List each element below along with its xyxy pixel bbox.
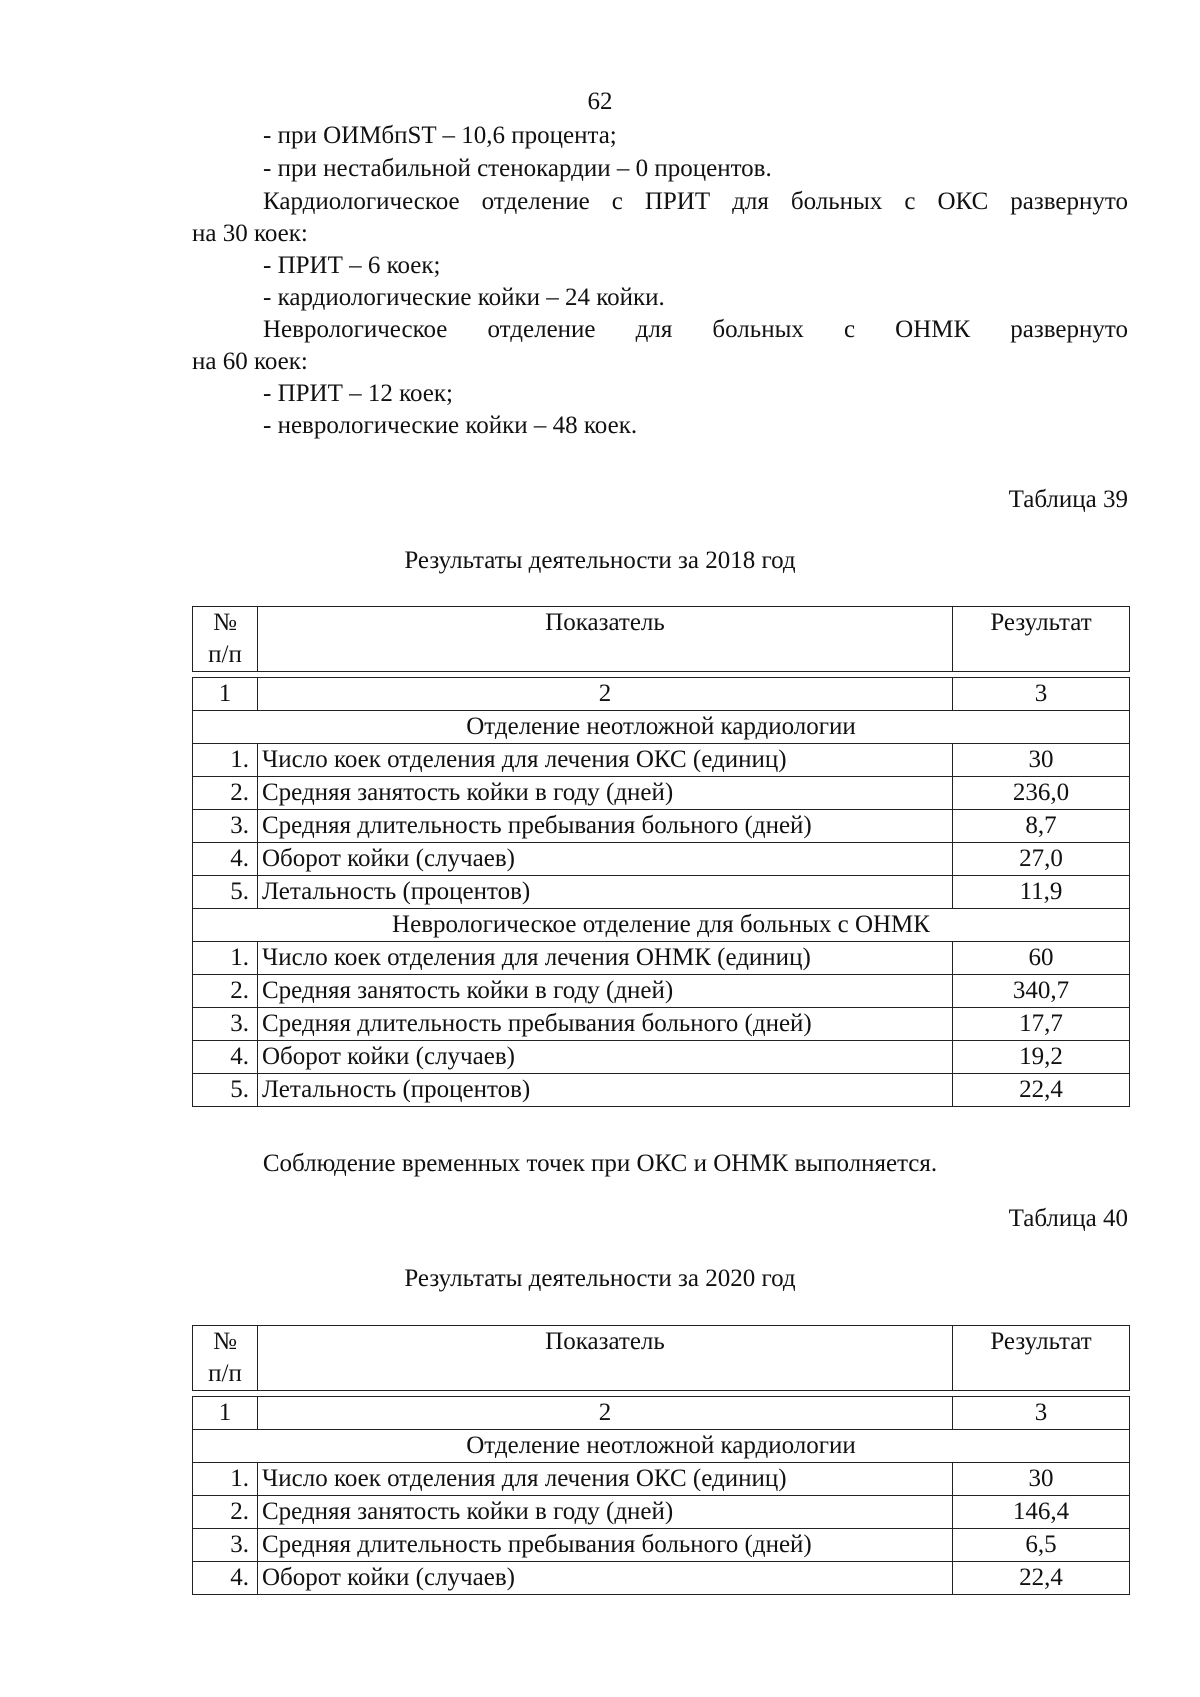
- col-number-1: 1: [193, 1397, 258, 1430]
- table-row: [193, 744, 1130, 777]
- row-number: 1.: [193, 744, 258, 777]
- page-number: 62: [587, 88, 613, 115]
- row-indicator: Оборот койки (случаев): [258, 1041, 953, 1074]
- table40: [192, 1325, 1130, 1595]
- bullet-cardio-prit: - ПРИТ – 6 коек;: [263, 252, 441, 279]
- row-indicator: Оборот койки (случаев): [258, 843, 953, 876]
- table-row: [193, 810, 1130, 843]
- row-indicator: Средняя длительность пребывания больного (дней): [258, 810, 953, 843]
- table-row: [193, 843, 1130, 876]
- row-indicator: Летальность (процентов): [258, 1074, 953, 1107]
- row-value: 340,7: [953, 975, 1130, 1008]
- section-row: [193, 1430, 1130, 1463]
- para-neuro-cont: на 60 коек:: [192, 348, 308, 375]
- table39-label: Таблица 39: [1008, 486, 1128, 513]
- section-title: Неврологическое отделение для больных с ОНМК: [193, 909, 1130, 942]
- row-indicator: Средняя занятость койки в году (дней): [258, 777, 953, 810]
- header-col-no: № п/п: [193, 607, 258, 672]
- row-number: 3.: [193, 1008, 258, 1041]
- row-number: 4.: [193, 843, 258, 876]
- row-value: 30: [953, 744, 1130, 777]
- para-cardio-cont: на 30 коек:: [192, 220, 308, 247]
- row-number: 2.: [193, 975, 258, 1008]
- header-col-result: Результат: [953, 1326, 1130, 1391]
- bullet-neuro-beds: - неврологические койки – 48 коек.: [263, 412, 638, 439]
- header-col-indicator: Показатель: [258, 607, 953, 672]
- row-value: 6,5: [953, 1529, 1130, 1562]
- table-row: [193, 1562, 1130, 1595]
- table40-label: Таблица 40: [1008, 1205, 1128, 1232]
- table-row: [193, 1397, 1130, 1430]
- row-value: 146,4: [953, 1496, 1130, 1529]
- row-value: 22,4: [953, 1562, 1130, 1595]
- bullet-oim: - при ОИМбпST – 10,6 процента;: [263, 122, 617, 149]
- bullet-unstable-angina: - при нестабильной стенокардии – 0 процентов.: [263, 155, 772, 182]
- bullet-neuro-prit: - ПРИТ – 12 коек;: [263, 380, 453, 407]
- row-number: 1.: [193, 942, 258, 975]
- para-neuro-first-line: Неврологическое отделение для больных с ОНМК развернуто: [263, 316, 1128, 343]
- section-title: Отделение неотложной кардиологии: [193, 711, 1130, 744]
- table-row: [193, 777, 1130, 810]
- table-row: [193, 1463, 1130, 1496]
- row-number: 3.: [193, 1529, 258, 1562]
- header-col-no: № п/п: [193, 1326, 258, 1391]
- row-indicator: Оборот койки (случаев): [258, 1562, 953, 1595]
- row-value: 19,2: [953, 1041, 1130, 1074]
- row-number: 5.: [193, 876, 258, 909]
- col-number-3: 3: [953, 678, 1130, 711]
- row-value: 60: [953, 942, 1130, 975]
- table-row: [193, 1074, 1130, 1107]
- row-number: 2.: [193, 777, 258, 810]
- row-number: 2.: [193, 1496, 258, 1529]
- row-value: 30: [953, 1463, 1130, 1496]
- section-row: [193, 909, 1130, 942]
- row-value: 17,7: [953, 1008, 1130, 1041]
- row-number: 5.: [193, 1074, 258, 1107]
- table-row: [193, 1529, 1130, 1562]
- para-cardio-first-line: Кардиологическое отделение с ПРИТ для больных с ОКС развернуто: [263, 188, 1128, 215]
- section-row: [193, 711, 1130, 744]
- row-indicator: Средняя занятость койки в году (дней): [258, 975, 953, 1008]
- table39-header: [192, 606, 1130, 672]
- note-time-points: Соблюдение временных точек при ОКС и ОНМК выполняется.: [262, 1150, 938, 1177]
- row-indicator: Средняя длительность пребывания больного (дней): [258, 1008, 953, 1041]
- row-indicator: Летальность (процентов): [258, 876, 953, 909]
- row-number: 1.: [193, 1463, 258, 1496]
- row-indicator: Число коек отделения для лечения ОНМК (единиц): [258, 942, 953, 975]
- row-number: 4.: [193, 1041, 258, 1074]
- row-indicator: Средняя длительность пребывания больного (дней): [258, 1529, 953, 1562]
- table-row: [193, 1496, 1130, 1529]
- table-row: [193, 876, 1130, 909]
- col-number-2: 2: [258, 1397, 953, 1430]
- table-row: [193, 942, 1130, 975]
- section-title: Отделение неотложной кардиологии: [193, 1430, 1130, 1463]
- row-indicator: Число коек отделения для лечения ОКС (единиц): [258, 1463, 953, 1496]
- table40-body: [192, 1396, 1130, 1595]
- table-row: [193, 678, 1130, 711]
- table40-header: [192, 1325, 1130, 1391]
- table-row: [193, 1008, 1130, 1041]
- col-number-3: 3: [953, 1397, 1130, 1430]
- table-row: [193, 1041, 1130, 1074]
- col-number-2: 2: [258, 678, 953, 711]
- col-number-1: 1: [193, 678, 258, 711]
- row-number: 4.: [193, 1562, 258, 1595]
- row-value: 236,0: [953, 777, 1130, 810]
- table39-body: [192, 677, 1130, 1107]
- row-value: 8,7: [953, 810, 1130, 843]
- table40-title: Результаты деятельности за 2020 год: [404, 1265, 796, 1292]
- header-col-indicator: Показатель: [258, 1326, 953, 1391]
- row-indicator: Средняя занятость койки в году (дней): [258, 1496, 953, 1529]
- row-value: 27,0: [953, 843, 1130, 876]
- bullet-cardio-beds: - кардиологические койки – 24 койки.: [263, 284, 665, 311]
- row-value: 22,4: [953, 1074, 1130, 1107]
- row-indicator: Число коек отделения для лечения ОКС (единиц): [258, 744, 953, 777]
- table39-title: Результаты деятельности за 2018 год: [404, 547, 796, 574]
- header-col-result: Результат: [953, 607, 1130, 672]
- row-number: 3.: [193, 810, 258, 843]
- row-value: 11,9: [953, 876, 1130, 909]
- table39: [192, 606, 1130, 1107]
- table-row: [193, 975, 1130, 1008]
